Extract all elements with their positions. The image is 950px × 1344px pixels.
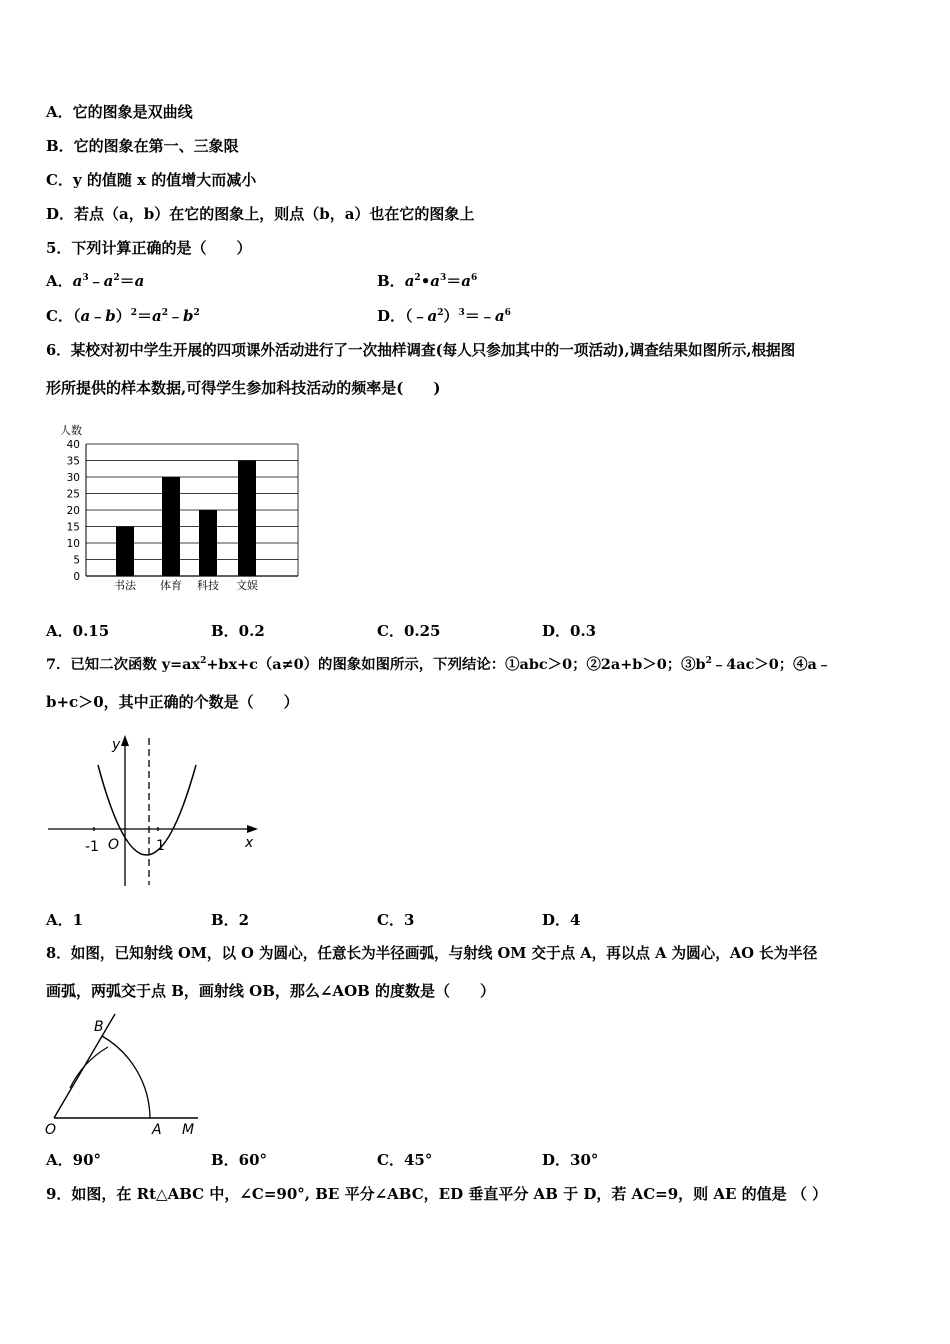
x-axis-label: x bbox=[245, 835, 254, 851]
y-tick-label-10: 10 bbox=[66, 538, 80, 550]
q5-stem: 5．下列计算正确的是（ ） bbox=[46, 239, 252, 257]
arc-from-o bbox=[102, 1036, 150, 1118]
x-tick-label-文娱: 文娱 bbox=[236, 579, 258, 592]
x-axis-arrow bbox=[247, 825, 258, 833]
q7-option-b: B．2 bbox=[211, 911, 250, 929]
q7-stem-line2: b+c＞0，其中正确的个数是（ ） bbox=[46, 693, 299, 711]
x-tick-label-书法: 书法 bbox=[114, 579, 136, 592]
q5-option-a: A．$a^3﹣a^2=a$ bbox=[46, 272, 145, 290]
parabola-graph bbox=[46, 730, 262, 890]
q5-option-b: B．$a^2•a^3=a^6$ bbox=[377, 272, 478, 290]
q8-stem-line2: 画弧，两弧交于点 B，画射线 OB，那么∠AOB 的度数是（ ） bbox=[46, 982, 496, 1000]
label-o: O bbox=[45, 1122, 57, 1138]
q8-option-a: A．90° bbox=[46, 1151, 102, 1169]
label-m: M bbox=[182, 1122, 195, 1138]
q5-option-d: D．$(﹣a^2)^3=﹣a^6$ bbox=[377, 307, 511, 325]
y-axis-arrow bbox=[121, 735, 129, 746]
q4-option-b: B．它的图象在第一、三象限 bbox=[46, 137, 239, 155]
y-tick-label-5: 5 bbox=[73, 554, 80, 567]
neg1-label: -1 bbox=[85, 839, 99, 855]
one-label: 1 bbox=[156, 838, 165, 854]
q7-option-c: C．3 bbox=[377, 911, 415, 929]
q9-stem: 9．如图，在 Rt△ABC 中，∠C=90°, BE 平分∠ABC，ED 垂直平分 AB 于 D，若 AC=9，则 AE 的值是 （ ） bbox=[46, 1185, 828, 1203]
q7-option-d: D．4 bbox=[542, 911, 581, 929]
q7-stem-line1: 7．已知二次函数 $y=ax^2+bx+c(a\ne 0)$的图象如图所示，下列结论：①abc＞0；②2a+b＞0；$③b^2﹣4ac>0$；④a﹣ bbox=[46, 656, 832, 673]
y-tick-label-0: 0 bbox=[73, 571, 80, 583]
bar-书法 bbox=[116, 527, 134, 577]
q8-option-c: C．45° bbox=[377, 1151, 433, 1169]
q8-option-b: B．60° bbox=[211, 1151, 268, 1169]
y-tick-label-25: 25 bbox=[66, 488, 80, 501]
angle-construction-figure bbox=[42, 1010, 202, 1140]
q7-option-a: A．1 bbox=[46, 911, 84, 929]
y-tick-label-20: 20 bbox=[66, 505, 80, 517]
y-tick-label-15: 15 bbox=[66, 521, 80, 534]
bar-科技 bbox=[199, 510, 217, 576]
origin-label: O bbox=[108, 837, 120, 853]
q4-option-a: A．它的图象是双曲线 bbox=[46, 103, 193, 121]
bar-体育 bbox=[162, 477, 180, 576]
q4-option-d: D．若点（a，b）在它的图象上，则点（b，a）也在它的图象上 bbox=[46, 205, 475, 223]
y-tick-label-40: 40 bbox=[66, 439, 80, 451]
label-b: B bbox=[94, 1019, 104, 1035]
q4-option-c: C．y 的值随 x 的值增大而减小 bbox=[46, 171, 257, 189]
bar-文娱 bbox=[238, 461, 256, 577]
q6-stem-line2: 形所提供的样本数据,可得学生参加科技活动的频率是( ) bbox=[46, 379, 441, 397]
bar-chart bbox=[46, 420, 306, 592]
y-axis-label: y bbox=[112, 737, 121, 753]
q6-option-d: D．0.3 bbox=[542, 622, 597, 640]
q8-option-d: D．30° bbox=[542, 1151, 599, 1169]
label-a: A bbox=[152, 1122, 162, 1138]
q8-stem-line1: 8．如图，已知射线 OM，以 O 为圆心，任意长为半径画弧，与射线 OM 交于点 A，再以点 A 为圆心，AO 长为半径 bbox=[46, 945, 818, 962]
q6-option-a: A．0.15 bbox=[46, 622, 110, 640]
x-tick-label-科技: 科技 bbox=[197, 579, 219, 592]
y-tick-label-35: 35 bbox=[66, 455, 80, 468]
q6-stem-line1: 6．某校对初中学生开展的四项课外活动进行了一次抽样调查(每人只参加其中的一项活动),调查结果如图所示,根据图 bbox=[46, 342, 796, 359]
y-axis-label: 人数 bbox=[60, 424, 82, 437]
q6-option-b: B．0.2 bbox=[211, 622, 265, 640]
x-tick-label-体育: 体育 bbox=[160, 579, 182, 592]
y-tick-label-30: 30 bbox=[66, 472, 80, 484]
q6-option-c: C．0.25 bbox=[377, 622, 441, 640]
q5-option-c: C．$(a﹣b)^2=a^2﹣b^2$ bbox=[46, 307, 200, 325]
